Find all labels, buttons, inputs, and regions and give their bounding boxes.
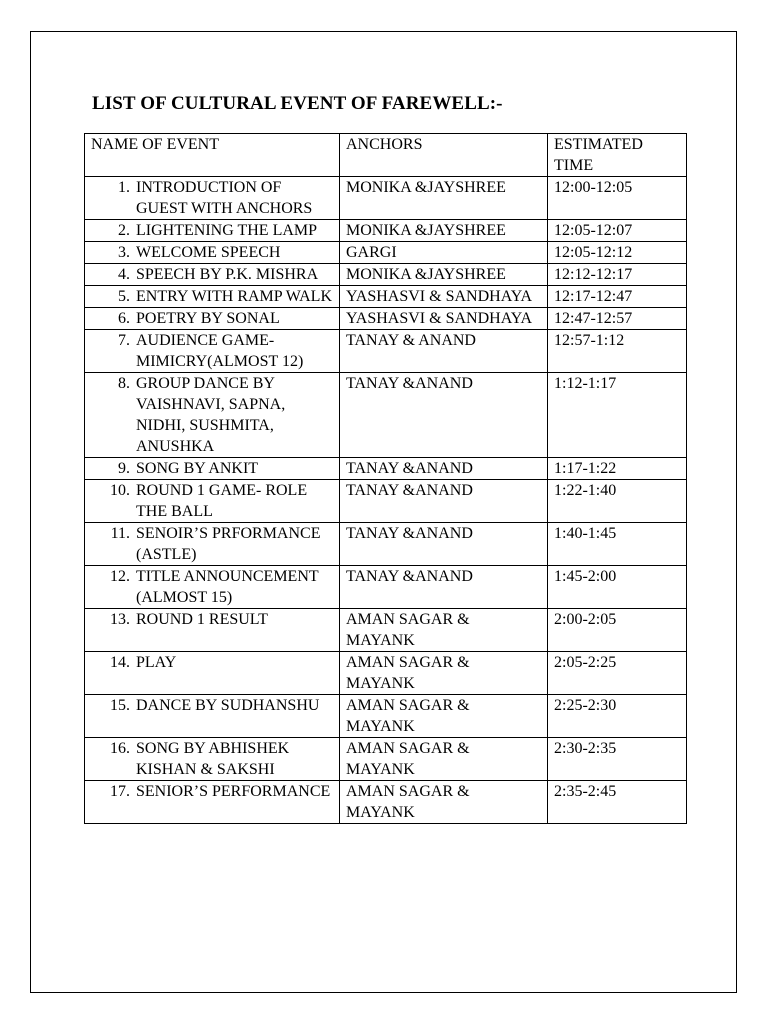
event-name: WELCOME SPEECH xyxy=(136,244,281,261)
event-number: 17. xyxy=(110,783,130,800)
event-number: 3. xyxy=(118,244,130,261)
anchors-cell: TANAY &ANAND xyxy=(340,566,548,609)
event-number: 11. xyxy=(110,525,130,542)
time-cell: 2:30-2:35 xyxy=(548,738,687,781)
table-row xyxy=(85,177,687,220)
event-number: 15. xyxy=(110,697,130,714)
time-cell: 1:12-1:17 xyxy=(548,373,687,458)
table-row xyxy=(85,373,687,458)
event-number: 14. xyxy=(110,654,130,671)
events-table xyxy=(84,133,687,824)
event-name: LIGHTENING THE LAMP xyxy=(136,222,318,239)
time-cell: 1:17-1:22 xyxy=(548,458,687,480)
time-cell: 12:17-12:47 xyxy=(548,286,687,308)
anchors-cell: MONIKA &JAYSHREE xyxy=(340,220,548,242)
event-cell xyxy=(85,220,340,242)
time-cell: 12:47-12:57 xyxy=(548,308,687,330)
table-row xyxy=(85,609,687,652)
time-cell: 12:57-1:12 xyxy=(548,330,687,373)
time-cell: 1:40-1:45 xyxy=(548,523,687,566)
anchors-cell: AMAN SAGAR & MAYANK xyxy=(340,695,548,738)
anchors-cell: TANAY &ANAND xyxy=(340,480,548,523)
table-row xyxy=(85,308,687,330)
event-name: PLAY xyxy=(136,654,177,671)
anchors-cell: TANAY & ANAND xyxy=(340,330,548,373)
anchors-cell: YASHASVI & SANDHAYA xyxy=(340,308,548,330)
anchors-cell: TANAY &ANAND xyxy=(340,458,548,480)
event-cell xyxy=(85,523,340,566)
event-name: INTRODUCTION OF GUEST WITH ANCHORS xyxy=(136,179,313,217)
event-name: SONG BY ANKIT xyxy=(136,460,259,477)
event-cell xyxy=(85,458,340,480)
header-estimated-time: ESTIMATED TIME xyxy=(548,134,687,177)
event-number: 7. xyxy=(118,332,130,349)
table-row xyxy=(85,286,687,308)
event-name: TITLE ANNOUNCEMENT (ALMOST 15) xyxy=(136,568,319,606)
time-cell: 2:35-2:45 xyxy=(548,781,687,824)
event-cell xyxy=(85,480,340,523)
event-cell xyxy=(85,695,340,738)
table-row xyxy=(85,652,687,695)
table-row xyxy=(85,695,687,738)
event-cell xyxy=(85,286,340,308)
event-cell xyxy=(85,609,340,652)
event-name: ENTRY WITH RAMP WALK xyxy=(136,288,332,305)
event-cell xyxy=(85,242,340,264)
event-name: ROUND 1 GAME- ROLE THE BALL xyxy=(136,482,308,520)
time-cell: 12:05-12:07 xyxy=(548,220,687,242)
table-row xyxy=(85,242,687,264)
table-row xyxy=(85,480,687,523)
event-number: 16. xyxy=(110,740,130,757)
event-number: 13. xyxy=(110,611,130,628)
header-name-of-event: NAME OF EVENT xyxy=(85,134,340,177)
event-number: 4. xyxy=(118,266,130,283)
event-name: POETRY BY SONAL xyxy=(136,310,280,327)
event-cell xyxy=(85,373,340,458)
time-cell: 1:22-1:40 xyxy=(548,480,687,523)
time-cell: 12:00-12:05 xyxy=(548,177,687,220)
table-row xyxy=(85,458,687,480)
event-cell xyxy=(85,781,340,824)
event-cell xyxy=(85,566,340,609)
anchors-cell: GARGI xyxy=(340,242,548,264)
event-cell xyxy=(85,652,340,695)
event-name: SONG BY ABHISHEK KISHAN & SAKSHI xyxy=(136,740,290,778)
event-name: AUDIENCE GAME-MIMICRY(ALMOST 12) xyxy=(136,332,304,370)
event-name: DANCE BY SUDHANSHU xyxy=(136,697,320,714)
time-cell: 1:45-2:00 xyxy=(548,566,687,609)
event-cell xyxy=(85,330,340,373)
event-name: SENOIR’S PRFORMANCE (ASTLE) xyxy=(136,525,321,563)
anchors-cell: TANAY &ANAND xyxy=(340,373,548,458)
event-cell xyxy=(85,308,340,330)
event-cell xyxy=(85,264,340,286)
event-name: SENIOR’S PERFORMANCE xyxy=(136,783,331,800)
anchors-cell: YASHASVI & SANDHAYA xyxy=(340,286,548,308)
anchors-cell: AMAN SAGAR & MAYANK xyxy=(340,609,548,652)
table-row xyxy=(85,330,687,373)
time-cell: 2:05-2:25 xyxy=(548,652,687,695)
event-number: 2. xyxy=(118,222,130,239)
anchors-cell: TANAY &ANAND xyxy=(340,523,548,566)
event-number: 1. xyxy=(118,179,130,196)
table-row xyxy=(85,781,687,824)
anchors-cell: MONIKA &JAYSHREE xyxy=(340,177,548,220)
event-number: 6. xyxy=(118,310,130,327)
header-anchors: ANCHORS xyxy=(340,134,548,177)
event-name: GROUP DANCE BY VAISHNAVI, SAPNA, NIDHI, SUSHMITA, ANUSHKA xyxy=(136,375,286,455)
time-cell: 12:12-12:17 xyxy=(548,264,687,286)
event-name: SPEECH BY P.K. MISHRA xyxy=(136,266,319,283)
table-row xyxy=(85,220,687,242)
table-row xyxy=(85,566,687,609)
anchors-cell: AMAN SAGAR & MAYANK xyxy=(340,781,548,824)
anchors-cell: AMAN SAGAR & MAYANK xyxy=(340,652,548,695)
time-cell: 2:25-2:30 xyxy=(548,695,687,738)
event-name: ROUND 1 RESULT xyxy=(136,611,268,628)
event-number: 12. xyxy=(110,568,130,585)
document-title: LIST OF CULTURAL EVENT OF FAREWELL:- xyxy=(92,93,503,114)
table-row xyxy=(85,738,687,781)
anchors-cell: AMAN SAGAR & MAYANK xyxy=(340,738,548,781)
time-cell: 12:05-12:12 xyxy=(548,242,687,264)
event-cell xyxy=(85,177,340,220)
event-cell xyxy=(85,738,340,781)
table-row xyxy=(85,264,687,286)
event-number: 10. xyxy=(110,482,130,499)
table-row xyxy=(85,523,687,566)
table-header-row xyxy=(85,134,687,177)
event-number: 8. xyxy=(118,375,130,392)
event-number: 5. xyxy=(118,288,130,305)
time-cell: 2:00-2:05 xyxy=(548,609,687,652)
anchors-cell: MONIKA &JAYSHREE xyxy=(340,264,548,286)
event-number: 9. xyxy=(118,460,130,477)
